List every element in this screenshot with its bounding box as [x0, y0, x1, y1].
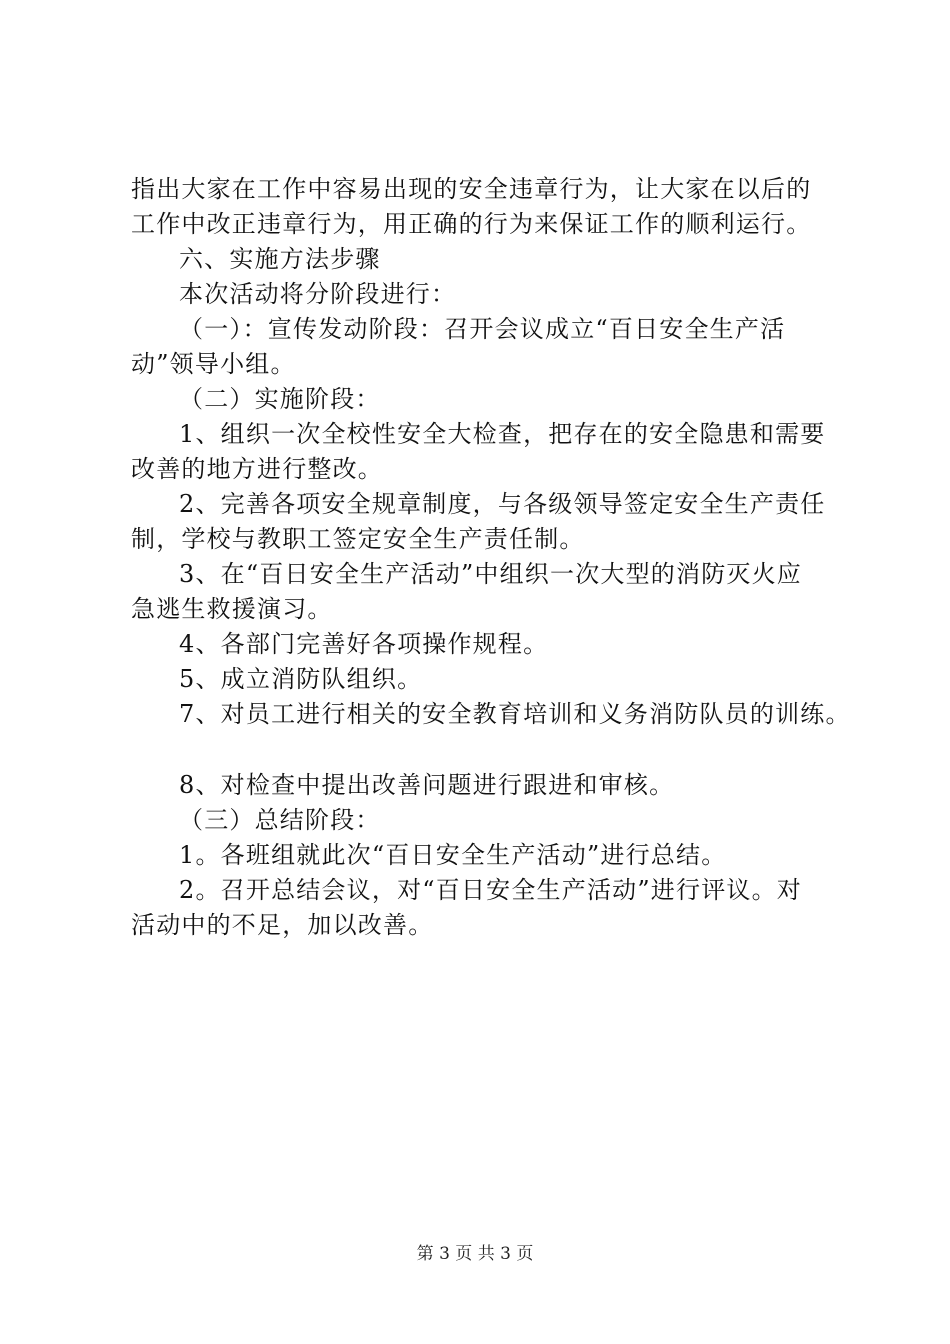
stage-heading: （二）实施阶段：: [179, 385, 381, 413]
blank-line: [131, 732, 851, 768]
stage-heading: （一）：宣传发动阶段：召开会议成立“百日安全生产活: [179, 315, 786, 343]
paragraph-line: 指出大家在工作中容易出现的安全违章行为，让大家在以后的: [131, 175, 812, 203]
list-item: 1。各班组就此次“百日安全生产活动”进行总结。: [179, 841, 727, 869]
paragraph-line: 动”领导小组。: [131, 350, 296, 378]
list-item-continuation: 活动中的不足，加以改善。: [131, 911, 434, 939]
list-item: 4、各部门完善好各项操作规程。: [179, 630, 549, 658]
list-item: 5、成立消防队组织。: [179, 665, 423, 693]
paragraph-line: 工作中改正违章行为，用正确的行为来保证工作的顺利运行。: [131, 210, 812, 238]
list-item: 1、组织一次全校性安全大检查，把存在的安全隐患和需要: [179, 420, 826, 448]
list-item: 8、对检查中提出改善问题进行跟进和审核。: [179, 771, 675, 799]
list-item-continuation: 改善的地方进行整改。: [131, 455, 383, 483]
paragraph-line: 本次活动将分阶段进行：: [179, 280, 457, 308]
list-item-continuation: 制，学校与教职工签定安全生产责任制。: [131, 525, 585, 553]
list-item-continuation: 急逃生救援演习。: [131, 595, 333, 623]
page-footer: 第 3 页 共 3 页: [416, 1244, 534, 1264]
list-item: 7、对员工进行相关的安全教育培训和义务消防队员的训练。: [179, 700, 851, 728]
list-item: 2。召开总结会议，对“百日安全生产活动”进行评议。对: [179, 876, 803, 904]
stage-heading: （三）总结阶段：: [179, 806, 381, 834]
list-item: 3、在“百日安全生产活动”中组织一次大型的消防灭火应: [179, 560, 803, 588]
document-body: [131, 172, 851, 943]
section-heading: 六、实施方法步骤: [179, 245, 381, 273]
list-item: 2、完善各项安全规章制度，与各级领导签定安全生产责任: [179, 490, 826, 518]
